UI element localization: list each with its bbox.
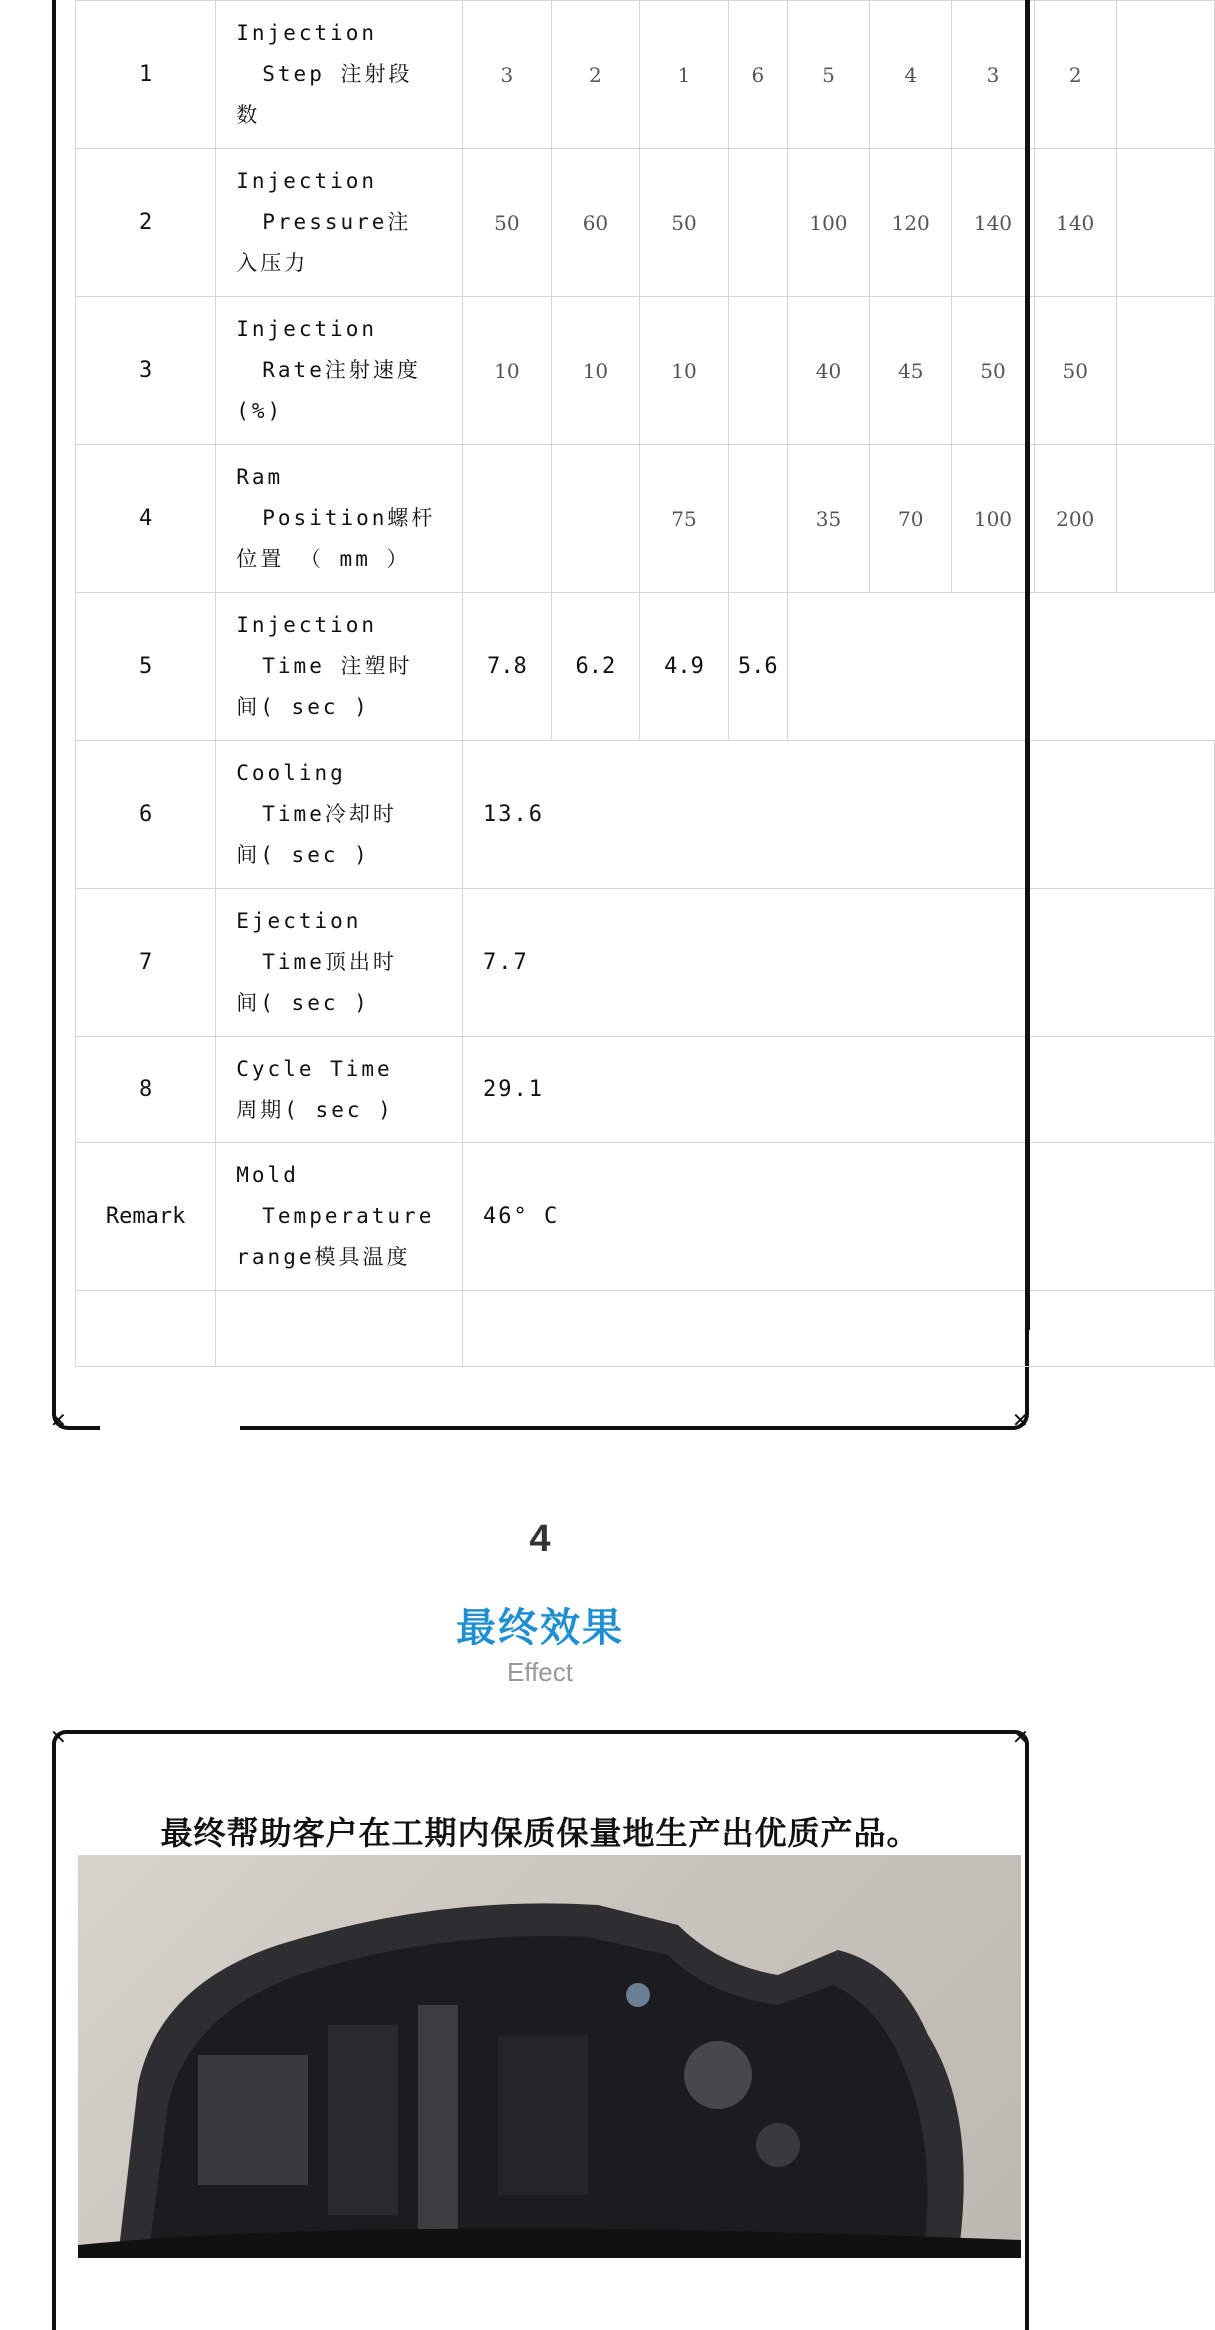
table-cell: 2 — [1034, 1, 1116, 149]
table-cell: 50 — [463, 149, 552, 297]
injection-parameter-table — [75, 0, 1215, 1367]
table-row — [76, 593, 1215, 741]
table-cell: 50 — [640, 149, 729, 297]
row-label — [216, 149, 463, 297]
section-title: 最终效果 — [456, 1605, 624, 1651]
row-number: 6 — [76, 741, 216, 889]
corner-mark-icon: ✕ — [1012, 1725, 1029, 1749]
row-label-line: 入压力 — [236, 251, 309, 275]
row-label-line: Cooling — [236, 761, 346, 785]
table-cell: 5 — [787, 1, 869, 149]
section-number: 4 — [529, 1518, 551, 1560]
row-label-line: Ram — [236, 465, 284, 489]
table-cell: 3 — [952, 1, 1034, 149]
table-cell: 60 — [551, 149, 640, 297]
table-row — [76, 297, 1215, 445]
row-number: 2 — [76, 149, 216, 297]
row-label — [216, 445, 463, 593]
row-label-line: 间( sec ) — [236, 843, 370, 867]
table-cell: 1 — [640, 1, 729, 149]
table-cell: 3 — [463, 1, 552, 149]
table-cell: 50 — [1034, 297, 1116, 445]
headlamp-housing-photo — [78, 1855, 1021, 2258]
table-cell: 45 — [870, 297, 952, 445]
table-row-empty — [76, 1291, 1215, 1367]
table-cell: 10 — [551, 297, 640, 445]
table-cell — [787, 593, 1214, 741]
row-label-line: Rate注射速度 — [262, 358, 421, 382]
table-cell: 140 — [1034, 149, 1116, 297]
table-cell — [76, 1291, 216, 1367]
row-number: 1 — [76, 1, 216, 149]
table-cell: 100 — [787, 149, 869, 297]
row-label-line: (%) — [236, 399, 284, 423]
row-label — [216, 1037, 463, 1143]
corner-mark-icon: ✕ — [50, 1725, 67, 1749]
table-cell: 10 — [640, 297, 729, 445]
table-cell: 13.6 — [463, 741, 1215, 889]
table-cell: 4.9 — [640, 593, 729, 741]
row-label-line: Temperature — [262, 1204, 435, 1228]
row-label-line: 间( sec ) — [236, 695, 370, 719]
table-row — [76, 889, 1215, 1037]
table-cell: 6 — [728, 1, 787, 149]
table-cell: 200 — [1034, 445, 1116, 593]
row-label-line: Cycle Time — [236, 1056, 393, 1081]
row-label-line: 周期( sec ) — [236, 1097, 394, 1122]
table-cell: 120 — [870, 149, 952, 297]
row-label — [216, 1143, 463, 1291]
table-row — [76, 445, 1215, 593]
table-cell: 70 — [870, 445, 952, 593]
table-cell — [1116, 149, 1214, 297]
frame-right-edge — [1025, 0, 1030, 1330]
row-label-line: 位置 （ mm ） — [236, 547, 411, 571]
parameter-table-viewport[interactable] — [75, 0, 1095, 1352]
row-label-line: range模具温度 — [236, 1245, 411, 1269]
table-row — [76, 741, 1215, 889]
row-label-line: Pressure注 — [262, 210, 412, 234]
row-number: 3 — [76, 297, 216, 445]
table-cell: 100 — [952, 445, 1034, 593]
table-row — [76, 1, 1215, 149]
table-cell: 35 — [787, 445, 869, 593]
table-cell: 40 — [787, 297, 869, 445]
frame-gap — [100, 1424, 240, 1432]
table-cell: 6.2 — [551, 593, 640, 741]
row-number: 5 — [76, 593, 216, 741]
table-row — [76, 1037, 1215, 1143]
row-number: Remark — [76, 1143, 216, 1291]
table-cell — [463, 445, 552, 593]
row-number: 4 — [76, 445, 216, 593]
table-row — [76, 1143, 1215, 1291]
row-label — [216, 1, 463, 149]
table-cell — [728, 445, 787, 593]
row-label-line: Time 注塑时 — [262, 654, 413, 678]
row-label-line: Injection — [236, 317, 378, 341]
row-label — [216, 741, 463, 889]
table-cell: 50 — [952, 297, 1034, 445]
table-cell — [728, 297, 787, 445]
row-label-line: Injection — [236, 169, 378, 193]
table-cell: 4 — [870, 1, 952, 149]
table-row — [76, 149, 1215, 297]
row-number: 7 — [76, 889, 216, 1037]
headlamp-housing-image — [78, 1855, 1021, 2258]
table-cell: 46° C — [463, 1143, 1215, 1291]
row-label-line: Step 注射段 — [262, 62, 413, 86]
row-label-line: 间( sec ) — [236, 991, 370, 1015]
row-label — [216, 297, 463, 445]
result-caption: 最终帮助客户在工期内保质保量地生产出优质产品。 — [160, 1814, 920, 1852]
row-label-line: Injection — [236, 21, 378, 45]
row-label-line: 数 — [236, 103, 261, 127]
table-cell: 7.7 — [463, 889, 1215, 1037]
table-cell: 75 — [640, 445, 729, 593]
row-label-line: Injection — [236, 613, 378, 637]
row-label-line: Time冷却时 — [262, 802, 397, 826]
table-cell: 29.1 — [463, 1037, 1215, 1143]
table-cell: 2 — [551, 1, 640, 149]
table-cell: 5.6 — [728, 593, 787, 741]
table-cell — [1116, 1, 1214, 149]
table-cell: 10 — [463, 297, 552, 445]
section-subtitle: Effect — [506, 1657, 573, 1687]
table-cell: 140 — [952, 149, 1034, 297]
row-label-line: Time顶出时 — [262, 950, 397, 974]
row-number: 8 — [76, 1037, 216, 1143]
table-cell — [216, 1291, 463, 1367]
table-cell: 7.8 — [463, 593, 552, 741]
corner-mark-icon: ✕ — [50, 1408, 67, 1432]
row-label-line: Ejection — [236, 909, 362, 933]
table-cell — [463, 1291, 1215, 1367]
corner-mark-icon: ✕ — [1012, 1408, 1029, 1432]
table-cell — [1116, 297, 1214, 445]
table-cell — [728, 149, 787, 297]
table-cell — [551, 445, 640, 593]
row-label-line: Position螺杆 — [262, 506, 436, 530]
table-cell — [1116, 445, 1214, 593]
row-label — [216, 889, 463, 1037]
row-label-line: Mold — [236, 1163, 299, 1187]
row-label — [216, 593, 463, 741]
